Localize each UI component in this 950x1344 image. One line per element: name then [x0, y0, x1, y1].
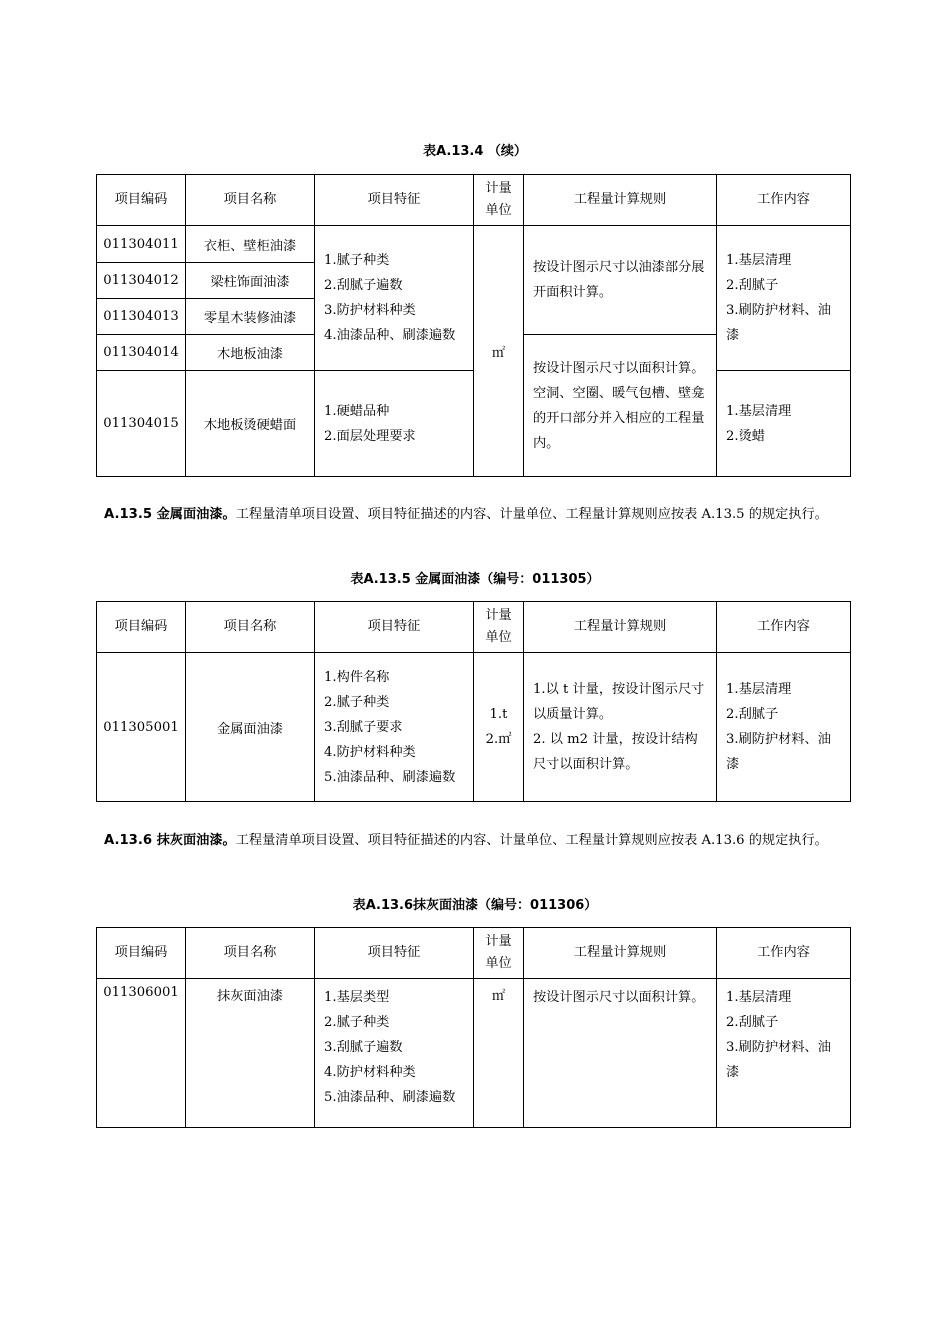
header-unit: [474, 175, 524, 226]
work-line: 2.刮腻子: [726, 1015, 779, 1030]
item-code: 011306001: [97, 979, 186, 1128]
header-name: 项目名称: [186, 175, 315, 226]
unit-line: 2.㎡: [485, 732, 512, 747]
item-code: 011304011: [97, 226, 186, 263]
item-unit: ㎡: [474, 226, 524, 477]
work-line: 1.基层清理: [726, 990, 792, 1005]
header-unit-line2: 单位: [485, 203, 512, 218]
table-row: [97, 979, 851, 1128]
work-line: 1.基层清理: [726, 682, 792, 697]
feature-line: 2.腻子种类: [324, 694, 390, 710]
work-line: 1.基层清理: [726, 403, 792, 419]
rule-line: 1.以 t 计量，按设计图示尺寸以质量计算。: [533, 682, 705, 722]
item-name: 零星木装修油漆: [186, 299, 315, 335]
item-work: [717, 371, 851, 477]
table-header-row: [97, 602, 851, 653]
feature-line: 1.构件名称: [324, 669, 390, 685]
item-name: 木地板烫硬蜡面: [186, 371, 315, 477]
feature-line: 1.硬蜡品种: [324, 403, 390, 419]
header-unit-line1: 计量: [485, 608, 512, 623]
table-a13-4-caption: 表A.13.4 （续）: [423, 144, 527, 159]
feature-line: 3.刮腻子要求: [324, 719, 403, 735]
item-rule: 按设计图示尺寸以油漆部分展开面积计算。: [524, 226, 717, 335]
header-unit: [474, 928, 524, 979]
item-work: [717, 226, 851, 371]
table-a13-6-caption: 表A.13.6抹灰面油漆（编号：011306）: [352, 898, 598, 913]
work-line: 2.烫蜡: [726, 428, 765, 444]
table-a13-4: [96, 174, 851, 477]
section-a13-5-paragraph: [104, 503, 850, 526]
item-name: 抹灰面油漆: [186, 979, 315, 1128]
item-features: [315, 979, 474, 1128]
feature-line: 2.腻子种类: [324, 1015, 390, 1030]
item-features: [315, 226, 474, 371]
item-rule: [524, 653, 717, 802]
header-name: 项目名称: [186, 602, 315, 653]
item-rule: 按设计图示尺寸以面积计算。空洞、空圈、暖气包槽、壁龛的开口部分并入相应的工程量内。: [524, 335, 717, 477]
feature-line: 5.油漆品种、刷漆遍数: [324, 1090, 456, 1105]
work-line: 3.刷防护材料、油漆: [726, 1040, 831, 1080]
header-unit: [474, 602, 524, 653]
feature-line: 2.刮腻子遍数: [324, 278, 403, 293]
feature-line: 2.面层处理要求: [324, 428, 416, 444]
work-line: 2.刮腻子: [726, 707, 779, 722]
item-code: 011304013: [97, 299, 186, 335]
section-text: 工程量清单项目设置、项目特征描述的内容、计量单位、工程量计算规则应按表 A.13.6 的规定执行。: [235, 833, 828, 848]
table-a13-5: [96, 601, 851, 802]
item-work: [717, 979, 851, 1128]
item-code: 011304014: [97, 335, 186, 371]
feature-line: 1.腻子种类: [324, 253, 390, 268]
section-heading: A.13.6 抹灰面油漆。: [104, 833, 236, 848]
feature-line: 1.基层类型: [324, 990, 390, 1005]
item-code: 011305001: [97, 653, 186, 802]
table-header-row: [97, 928, 851, 979]
item-unit: [474, 653, 524, 802]
work-line: 3.刷防护材料、油漆: [726, 303, 831, 343]
section-heading: A.13.5 金属面油漆。: [104, 507, 236, 522]
feature-line: 3.刮腻子遍数: [324, 1040, 403, 1055]
table-a13-5-caption: 表A.13.5 金属面油漆（编号：011305）: [350, 572, 600, 587]
item-work: [717, 653, 851, 802]
item-name: 衣柜、壁柜油漆: [186, 226, 315, 263]
unit-line: 1.t: [489, 707, 508, 722]
header-code: 项目编码: [97, 928, 186, 979]
item-unit: ㎡: [474, 979, 524, 1128]
item-name: 梁柱饰面油漆: [186, 263, 315, 299]
work-line: 3.刷防护材料、油漆: [726, 732, 831, 772]
header-work: 工作内容: [717, 602, 851, 653]
section-text: 工程量清单项目设置、项目特征描述的内容、计量单位、工程量计算规则应按表 A.13.5 的规定执行。: [235, 507, 828, 522]
header-code: 项目编码: [97, 175, 186, 226]
header-work: 工作内容: [717, 928, 851, 979]
feature-line: 4.防护材料种类: [324, 744, 416, 760]
work-line: 2.刮腻子: [726, 278, 779, 293]
header-name: 项目名称: [186, 928, 315, 979]
item-rule: 按设计图示尺寸以面积计算。: [524, 979, 717, 1128]
feature-line: 3.防护材料种类: [324, 303, 416, 318]
header-code: 项目编码: [97, 602, 186, 653]
header-rule: 工程量计算规则: [524, 175, 717, 226]
item-code: 011304015: [97, 371, 186, 477]
work-line: 1.基层清理: [726, 253, 792, 268]
table-row: [97, 226, 851, 263]
feature-line: 4.防护材料种类: [324, 1065, 416, 1080]
header-unit-line2: 单位: [485, 956, 512, 971]
header-features: 项目特征: [315, 928, 474, 979]
item-code: 011304012: [97, 263, 186, 299]
section-a13-6-paragraph: [104, 829, 850, 852]
table-header-row: [97, 175, 851, 226]
header-features: 项目特征: [315, 602, 474, 653]
header-unit-line1: 计量: [485, 934, 512, 949]
table-row: [97, 653, 851, 802]
item-name: 木地板油漆: [186, 335, 315, 371]
rule-line: 2. 以 m2 计量，按设计结构尺寸以面积计算。: [533, 732, 698, 772]
header-unit-line1: 计量: [485, 181, 512, 196]
feature-line: 4.油漆品种、刷漆遍数: [324, 328, 456, 343]
table-a13-6: [96, 927, 851, 1128]
item-name: 金属面油漆: [186, 653, 315, 802]
feature-line: 5.油漆品种、刷漆遍数: [324, 769, 456, 785]
header-features: 项目特征: [315, 175, 474, 226]
header-rule: 工程量计算规则: [524, 602, 717, 653]
header-rule: 工程量计算规则: [524, 928, 717, 979]
header-work: 工作内容: [717, 175, 851, 226]
header-unit-line2: 单位: [485, 630, 512, 645]
item-features: [315, 653, 474, 802]
item-features: [315, 371, 474, 477]
